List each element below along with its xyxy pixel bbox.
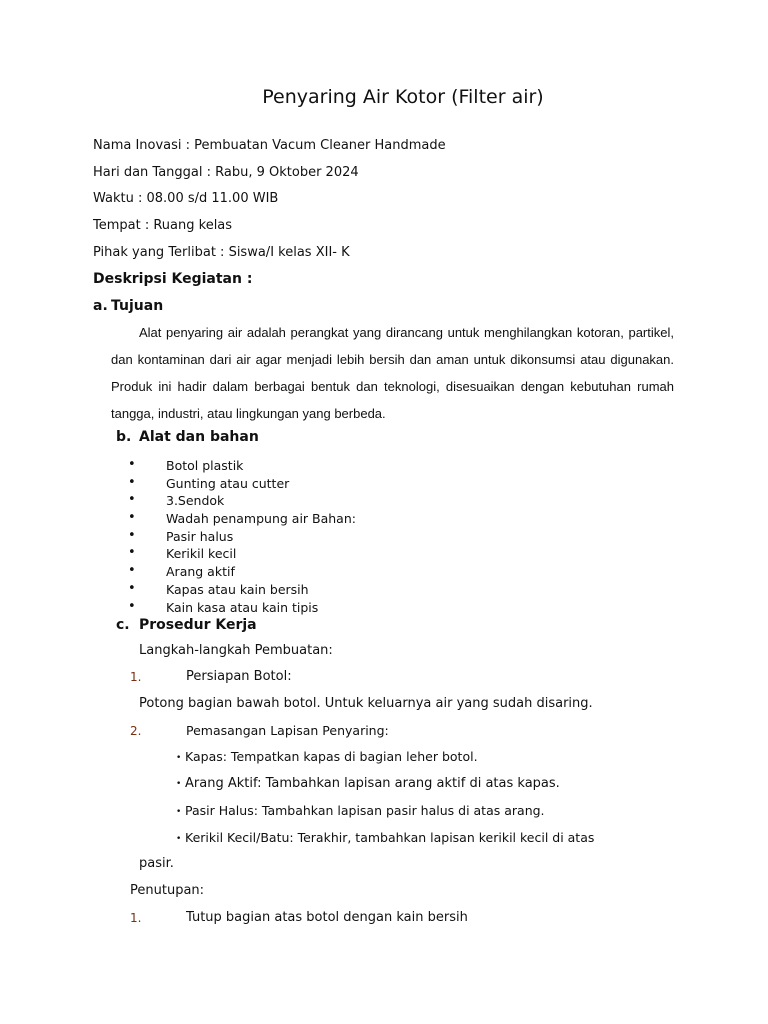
bullet-icon: •	[128, 563, 136, 579]
prosedur-intro: Langkah-langkah Pembuatan:	[139, 643, 333, 658]
prosedur-heading: Prosedur Kerja	[139, 617, 257, 633]
bullet-icon: •	[128, 598, 136, 614]
deskripsi-heading: Deskripsi Kegiatan :	[93, 271, 253, 287]
bullet-icon: •	[176, 752, 182, 763]
list-item: • Wadah penampung air Bahan:	[128, 510, 356, 527]
prosedur-marker: c.	[116, 617, 130, 633]
bullet-icon: •	[128, 457, 136, 472]
meta-tempat: Tempat : Ruang kelas	[93, 218, 233, 233]
layer-item: • Kerikil Kecil/Batu: Terakhir, tambahkan lapisan kerikil kecil di atas	[176, 830, 595, 845]
list-item: • Gunting atau cutter	[128, 474, 290, 491]
list-item: • Kain kasa atau kain tipis	[128, 598, 319, 615]
bullet-icon: •	[176, 778, 182, 789]
alat-marker: b.	[116, 429, 132, 445]
list-item: • Botol plastik	[128, 457, 244, 473]
alat-bahan-list	[128, 458, 428, 617]
tujuan-heading: Tujuan	[111, 298, 164, 314]
closing-step-text: Tutup bagian atas botol dengan kain bersih	[186, 910, 468, 925]
step-number: 2.	[130, 724, 142, 738]
closing-heading: Penutupan:	[130, 883, 205, 898]
tujuan-marker: a.	[93, 298, 108, 314]
bullet-icon: •	[128, 527, 136, 543]
list-item: • 3.Sendok	[128, 492, 225, 509]
bullet-icon: •	[128, 580, 136, 596]
tujuan-paragraph	[111, 319, 674, 427]
bullet-icon: •	[128, 510, 136, 526]
bullet-icon: •	[176, 833, 182, 844]
layer-item: • Pasir Halus: Tambahkan lapisan pasir halus di atas arang.	[176, 803, 545, 818]
layer-continuation: pasir.	[139, 856, 174, 871]
bullet-icon: •	[128, 545, 136, 561]
alat-heading: Alat dan bahan	[139, 429, 259, 445]
step-number: 1.	[130, 670, 142, 684]
tujuan-paragraph-text: Alat penyaring air adalah perangkat yang dirancang untuk menghilangkan kotoran, partikel, dan kontaminan dari air agar menjadi lebih bersih dan aman untuk dikonsumsi atau digunakan. Produk ini hadir dalam berbagai bentuk dan teknologi, disesuaikan dengan kebutuhan rumah tangga, industri, atau lingkungan yang berbeda.	[111, 325, 674, 421]
document-title: Penyaring Air Kotor (Filter air)	[262, 86, 544, 108]
bullet-icon: •	[128, 492, 136, 508]
list-item: • Kerikil kecil	[128, 545, 237, 562]
bullet-icon: •	[176, 806, 182, 817]
meta-pihak-terlibat: Pihak yang Terlibat : Siswa/I kelas XII- K	[93, 245, 350, 260]
meta-nama-inovasi: Nama Inovasi : Pembuatan Vacum Cleaner Handmade	[93, 138, 446, 153]
layer-item: • Arang Aktif: Tambahkan lapisan arang aktif di atas kapas.	[176, 776, 560, 791]
step1-label: Persiapan Botol:	[186, 669, 292, 684]
meta-waktu: Waktu : 08.00 s/d 11.00 WIB	[93, 191, 279, 206]
step-number: 1.	[130, 911, 142, 925]
list-item: • Pasir halus	[128, 527, 234, 544]
step1-text: Potong bagian bawah botol. Untuk keluarnya air yang sudah disaring.	[139, 696, 593, 711]
list-item: • Kapas atau kain bersih	[128, 580, 309, 597]
step2-label: Pemasangan Lapisan Penyaring:	[186, 723, 389, 738]
layer-item: • Kapas: Tempatkan kapas di bagian leher botol.	[176, 749, 478, 764]
list-item: • Arang aktif	[128, 563, 235, 580]
meta-hari-tanggal: Hari dan Tanggal : Rabu, 9 Oktober 2024	[93, 165, 359, 180]
bullet-icon: •	[128, 474, 136, 490]
